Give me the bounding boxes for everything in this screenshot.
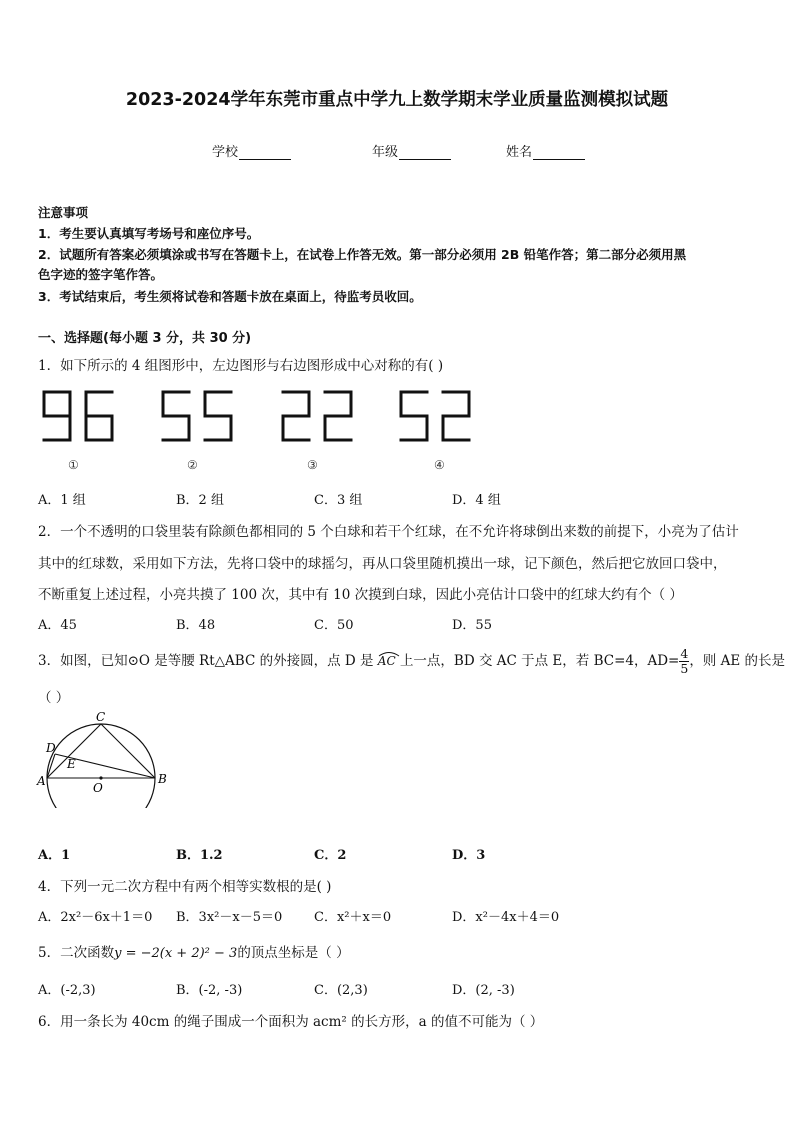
q4-option-d: D．x²－4x＋4＝0 (452, 910, 560, 925)
q3-stem-part: ，则 AE 的长是 (689, 653, 785, 669)
fraction-4-5: $\frac{4}{5}$ (680, 646, 689, 676)
q1-option-d: D．4 组 (452, 493, 501, 508)
arc-ac: AC (378, 645, 396, 675)
figure-label: ② (187, 458, 198, 472)
figure-label: ③ (307, 458, 318, 472)
q3-paren: （ ） (38, 690, 70, 706)
q4-option-c: C．x²＋x＝0 (314, 910, 392, 925)
figure-label: ① (68, 458, 79, 472)
q2-line: 其中的红球数，采用如下方法，先将口袋中的球摇匀，再从口袋里随机摸出一球，记下颜色，然后把它放回口袋中， (38, 556, 727, 572)
q6-stem: 6．用一条长为 40cm 的绳子围成一个面积为 acm² 的长方形，a 的值不可能为（ ） (38, 1014, 544, 1030)
grade-field (372, 141, 451, 160)
q3-option-a: A．1 (38, 848, 71, 863)
q2-option-a: A．45 (38, 618, 77, 633)
note-line: 3．考试结束后，考生须将试卷和答题卡放在桌面上，待监考员收回。 (38, 289, 422, 304)
q5-option-b: B．(-2, -3) (176, 983, 243, 998)
note-line: 色字迹的签字笔作答。 (38, 267, 164, 282)
digit-figure-22 (283, 392, 351, 440)
q4-stem: 4．下列一元二次方程中有两个相等实数根的是( ) (38, 879, 332, 895)
name-blank (533, 146, 585, 160)
q3-stem-part: 上一点，BD 交 AC 于点 E，若 BC=4，AD= (399, 653, 680, 669)
q1-option-a: A．1 组 (38, 493, 86, 508)
notes-heading: 注意事项 (38, 205, 89, 220)
q3-option-d: D．3 (452, 848, 486, 863)
digit-figure-55 (163, 392, 231, 440)
school-blank (239, 146, 291, 160)
section-heading: 一、选择题(每小题 3 分，共 30 分) (38, 331, 252, 346)
q1-option-b: B．2 组 (176, 493, 224, 508)
q3-stem-part: 3．如图，已知⊙O 是等腰 Rt△ABC 的外接圆，点 D 是 (38, 653, 374, 669)
label-c: C (96, 710, 106, 724)
school-field (212, 141, 291, 160)
q3-option-b: B．1.2 (176, 848, 223, 863)
q2-line: 2．一个不透明的口袋里装有除颜色都相同的 5 个白球和若干个红球，在不允许将球倒出来数的前提下，小亮为了估计 (38, 524, 739, 540)
q5-option-c: C．(2,3) (314, 983, 368, 998)
q5-option-d: D．(2, -3) (452, 983, 515, 998)
q5-option-a: A．(-2,3) (38, 983, 96, 998)
q2-line: 不断重复上述过程，小亮共摸了 100 次，其中有 10 次摸到白球，因此小亮估计口袋中的红球大约有个（ ） (38, 587, 683, 603)
label-a: A (37, 774, 46, 788)
q2-option-b: B．48 (176, 618, 216, 633)
label-e: E (67, 757, 76, 771)
q1-figure (38, 388, 488, 448)
q1-stem: 1．如下所示的 4 组图形中，左边图形与右边图形成中心对称的有( ) (38, 358, 444, 374)
page-title: 2023-2024学年东莞市重点中学九上数学期末学业质量监测模拟试题 (125, 90, 669, 110)
note-line: 2．试题所有答案必须填涂或书写在答题卡上，在试卷上作答无效。第一部分必须用 2B 铅笔作答；第二部分必须用黑 (38, 247, 687, 262)
grade-blank (399, 146, 451, 160)
q4-option-b: B．3x²－x－5＝0 (176, 910, 283, 925)
q1-option-c: C．3 组 (314, 493, 363, 508)
q4-option-a: A．2x²－6x＋1＝0 (38, 910, 153, 925)
figure-label: ④ (434, 458, 445, 472)
q2-option-d: D．55 (452, 618, 492, 633)
label-d: D (46, 741, 56, 755)
q3-stem (38, 645, 785, 681)
name-label: 姓名 (506, 145, 533, 160)
digit-figure-96 (44, 392, 112, 440)
q3-option-c: C．2 (314, 848, 347, 863)
q3-circle-figure (34, 708, 174, 808)
note-line: 1．考生要认真填写考场号和座位序号。 (38, 226, 260, 241)
digit-figure-52 (401, 392, 469, 440)
q5-stem: 5．二次函数y = −2(x + 2)² − 3的顶点坐标是（ ） (38, 945, 350, 961)
label-b: B (158, 772, 167, 786)
name-field (506, 141, 585, 160)
q5-formula: y = −2(x + 2)² − 3 (114, 946, 238, 961)
q2-option-c: C．50 (314, 618, 354, 633)
label-o: O (93, 781, 103, 795)
school-label: 学校 (212, 145, 239, 160)
grade-label: 年级 (372, 145, 399, 160)
arc-icon (378, 651, 400, 657)
